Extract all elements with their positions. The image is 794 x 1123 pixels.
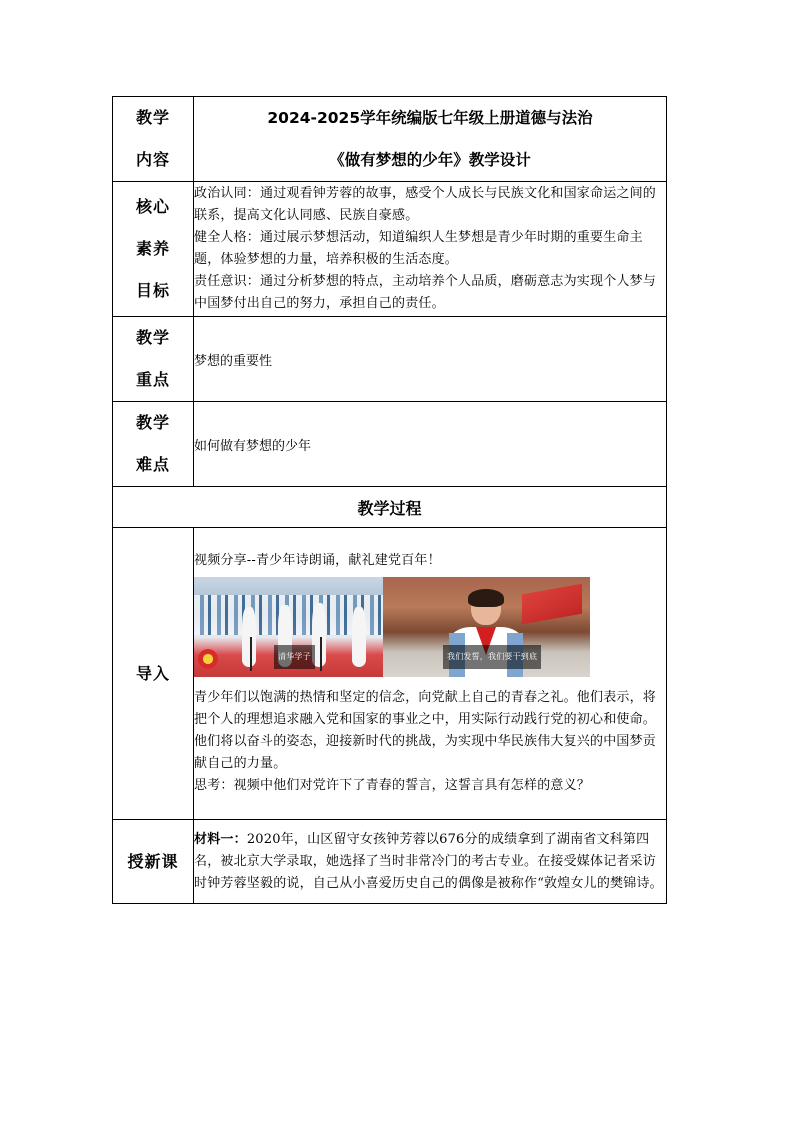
core-goal-responsibility: 责任意识：通过分析梦想的特点，主动培养个人品质，磨砺意志为实现个人梦与中国梦付出自己的努力，承担自己的责任。 [194, 274, 657, 311]
intro-content-cell [194, 528, 667, 820]
key-point-text: 梦想的重要性 [194, 317, 667, 402]
performer-figure [242, 607, 256, 667]
difficulty-label-cell [113, 402, 194, 487]
process-heading: 教学过程 [113, 487, 667, 528]
new-lesson-label-cell [113, 820, 194, 904]
key-point-row [113, 317, 667, 402]
video-screenshot-speaker [383, 577, 590, 677]
core-goals-text-cell [194, 182, 667, 317]
new-lesson-content-cell [194, 820, 667, 904]
core-label-line1: 核心 [135, 197, 170, 216]
difficulty-label-line2: 难点 [135, 455, 170, 474]
video-screenshot-chorus [194, 577, 383, 677]
core-label-line3: 目标 [135, 281, 170, 300]
intro-paragraph: 青少年们以饱满的热情和坚定的信念，向党献上自己的青春之礼。他们表示，将把个人的理想追求融入党和国家的事业之中，用实际行动践行党的初心和使命。他们将以奋斗的姿态，迎接新时代的挑战，为实现中华民族伟大复兴的中国梦贡献自己的力量。 [194, 690, 657, 771]
intro-row [113, 528, 667, 820]
core-goal-personality: 健全人格：通过展示梦想活动，知道编织人生梦想是青少年时期的重要生命主题，体验梦想的力量，培养积极的生活态度。 [194, 230, 643, 267]
right-video-caption: 我们发誓，我们要干到底 [443, 645, 541, 669]
lesson-plan-table [112, 96, 667, 904]
difficulty-label-line1: 教学 [135, 413, 170, 432]
content-label-cell [113, 97, 194, 182]
red-flag-graphic [522, 584, 582, 625]
performer-figure [352, 607, 366, 667]
content-label-line2: 内容 [135, 150, 170, 169]
left-video-caption: 清华学子 [274, 645, 315, 669]
hair [468, 589, 504, 607]
core-goals-row [113, 182, 667, 317]
material-one-paragraph [194, 829, 666, 895]
intro-label: 导入 [135, 663, 170, 683]
core-goals-label-cell [113, 182, 194, 317]
microphone-stand [250, 637, 252, 671]
new-lesson-row [113, 820, 667, 904]
core-label-line2: 素养 [135, 239, 170, 258]
core-goal-political: 政治认同：通过观看钟芳蓉的故事，感受个人成长与民族文化和国家命运之间的联系，提高文化认同感、民族自豪感。 [194, 186, 657, 223]
anniversary-logo-icon [198, 649, 218, 669]
difficulty-text: 如何做有梦想的少年 [194, 402, 667, 487]
document-title-line2: 《做有梦想的少年》教学设计 [329, 151, 531, 169]
key-point-label-line1: 教学 [135, 328, 170, 347]
intro-label-cell [113, 528, 194, 820]
video-screenshots [194, 577, 666, 681]
header-row [113, 97, 667, 182]
title-cell [194, 97, 667, 182]
difficulty-row [113, 402, 667, 487]
key-point-label-line2: 重点 [135, 370, 170, 389]
material-one-label: 材料一： [194, 831, 247, 847]
content-label-line1: 教学 [135, 108, 170, 127]
video-share-line: 视频分享--青少年诗朗诵，献礼建党百年！ [194, 553, 441, 568]
new-lesson-label: 授新课 [127, 851, 179, 871]
document-title-line1: 2024-2025学年统编版七年级上册道德与法治 [267, 109, 593, 127]
key-point-label-cell [113, 317, 194, 402]
process-heading-row [113, 487, 667, 528]
intro-think-question: 思考：视频中他们对党许下了青春的誓言，这誓言具有怎样的意义？ [194, 778, 591, 793]
material-one-text: 2020年，山区留守女孩钟芳蓉以676分的成绩拿到了湖南省文科第四名，被北京大学录取，她选择了当时非常冷门的考古专业。在接受媒体记者采访时钟芳蓉坚毅的说，自己从小喜爱历史自己的偶像是被称作“敦煌女儿的樊锦诗。 [194, 831, 663, 891]
microphone-stand [320, 637, 322, 671]
